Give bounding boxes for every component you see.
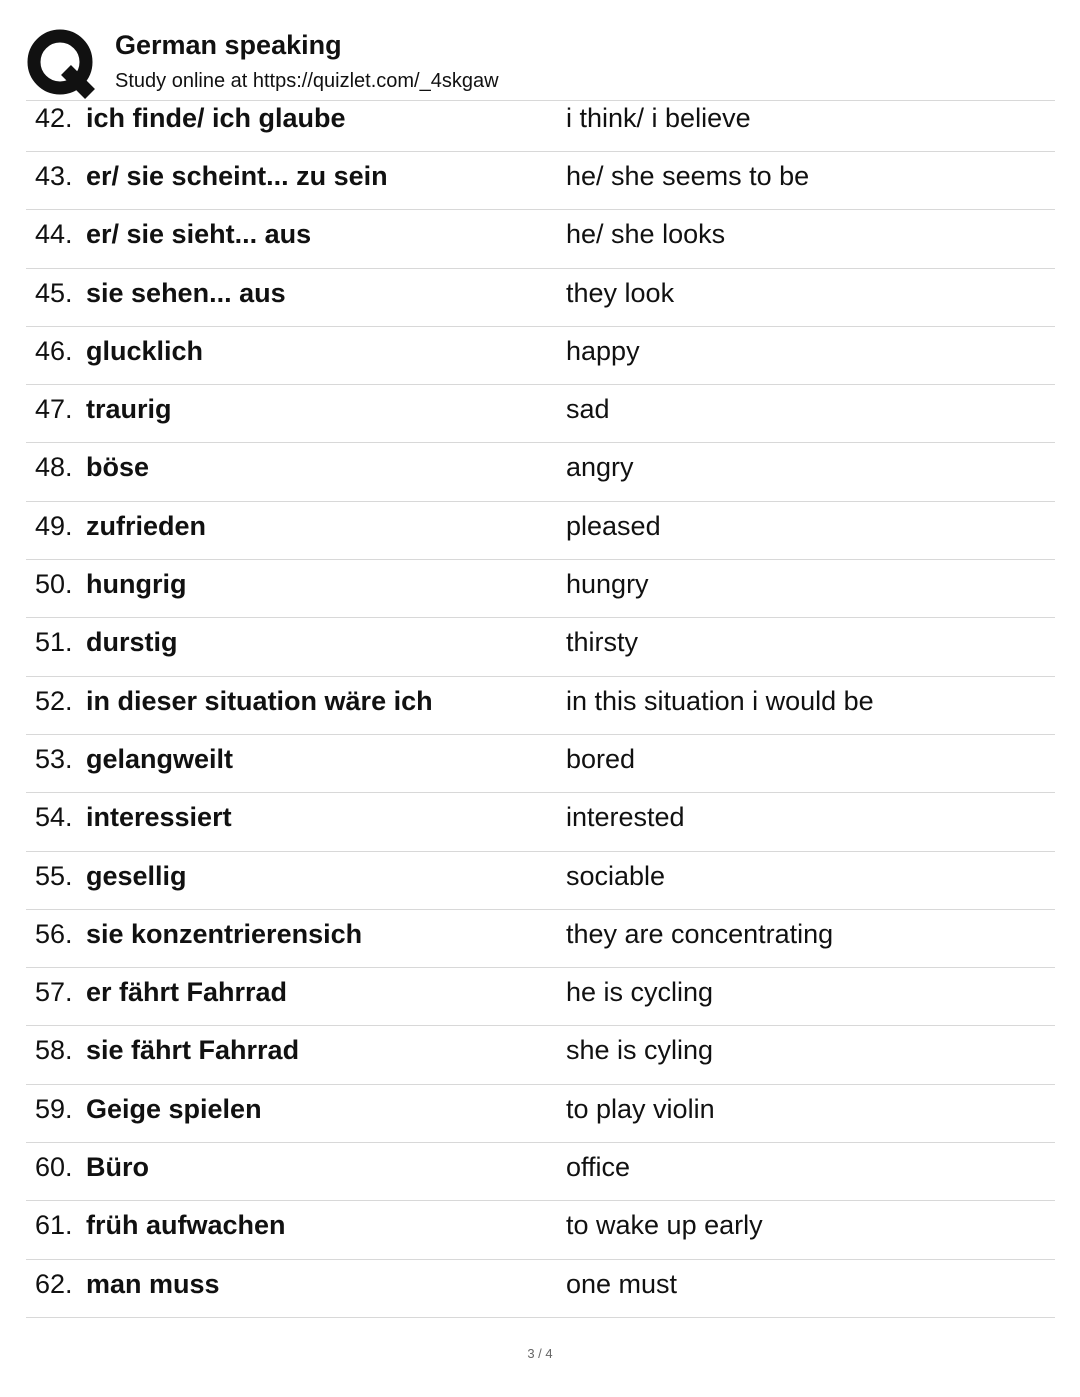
german-term: sie sehen... aus (86, 277, 286, 308)
row-number: 62. (35, 1268, 73, 1299)
row-number: 54. (35, 802, 73, 833)
vocab-row (26, 735, 1055, 793)
german-term: glucklich (86, 335, 204, 366)
vocab-row (26, 910, 1055, 968)
row-number: 45. (35, 277, 73, 308)
german-term: in dieser situation wäre ich (86, 685, 433, 716)
vocab-row (26, 210, 1055, 268)
german-term: ich finde/ ich glaube (86, 103, 346, 133)
vocab-row (26, 968, 1055, 1026)
german-term: man muss (86, 1268, 220, 1299)
row-number: 57. (35, 977, 73, 1008)
english-definition: thirsty (566, 627, 639, 658)
vocab-row (26, 1201, 1055, 1259)
vocab-row (26, 677, 1055, 735)
vocab-row (26, 1260, 1055, 1318)
vocab-row (26, 618, 1055, 676)
english-definition: to play violin (566, 1093, 715, 1124)
vocab-row (26, 852, 1055, 910)
document-header (26, 26, 726, 98)
english-definition: sad (566, 394, 610, 425)
row-number: 53. (35, 743, 73, 774)
vocab-row (26, 502, 1055, 560)
row-number: 51. (35, 627, 73, 658)
german-term: gelangweilt (86, 743, 234, 774)
row-number: 59. (35, 1093, 73, 1124)
english-definition: he is cycling (566, 977, 714, 1008)
study-online-link[interactable]: Study online at https://quizlet.com/_4skgaw (115, 70, 499, 92)
row-number: 55. (35, 860, 73, 891)
german-term: hungrig (86, 569, 187, 600)
vocabulary-list (26, 100, 1055, 1318)
vocab-row (26, 152, 1055, 210)
vocab-row (26, 385, 1055, 443)
german-term: Büro (86, 1152, 149, 1183)
english-definition: angry (566, 452, 634, 483)
row-number: 52. (35, 685, 73, 716)
german-term: gesellig (86, 860, 187, 891)
german-term: Geige spielen (86, 1093, 262, 1124)
english-definition: happy (566, 335, 640, 366)
english-definition: hungry (566, 569, 649, 600)
vocab-row (26, 1143, 1055, 1201)
row-number: 47. (35, 394, 73, 425)
quizlet-q-logo-icon (26, 28, 98, 100)
german-term: traurig (86, 394, 172, 425)
page-indicator: 3 / 4 (527, 1346, 553, 1361)
vocab-row (26, 443, 1055, 501)
english-definition: he/ she looks (566, 219, 726, 250)
german-term: er/ sie sieht... aus (86, 219, 312, 250)
vocab-row (26, 101, 1055, 152)
english-definition: he/ she seems to be (566, 161, 810, 191)
vocab-row (26, 1026, 1055, 1084)
english-definition: pleased (566, 510, 661, 541)
english-definition: one must (566, 1268, 678, 1299)
row-number: 60. (35, 1152, 73, 1183)
row-number: 46. (35, 335, 73, 366)
vocab-row (26, 269, 1055, 327)
english-definition: they are concentrating (566, 918, 834, 949)
german-term: sie konzentrierensich (86, 918, 363, 949)
english-definition: bored (566, 743, 636, 774)
row-number: 58. (35, 1035, 73, 1066)
german-term: er/ sie scheint... zu sein (86, 161, 388, 191)
english-definition: sociable (566, 860, 666, 891)
vocab-row (26, 793, 1055, 851)
english-definition: she is cyling (566, 1035, 714, 1066)
row-number: 61. (35, 1210, 73, 1241)
german-term: früh aufwachen (86, 1210, 286, 1241)
vocab-row (26, 327, 1055, 385)
english-definition: in this situation i would be (566, 685, 874, 716)
german-term: sie fährt Fahrrad (86, 1035, 300, 1066)
row-number: 42. (35, 103, 73, 133)
vocab-row (26, 1085, 1055, 1143)
german-term: durstig (86, 627, 178, 658)
row-number: 44. (35, 219, 73, 250)
english-definition: i think/ i believe (566, 103, 751, 133)
row-number: 50. (35, 569, 73, 600)
row-number: 49. (35, 510, 73, 541)
german-term: interessiert (86, 802, 232, 833)
vocab-row (26, 560, 1055, 618)
english-definition: they look (566, 277, 675, 308)
english-definition: interested (566, 802, 685, 833)
english-definition: to wake up early (566, 1210, 763, 1241)
row-number: 48. (35, 452, 73, 483)
german-term: er fährt Fahrrad (86, 977, 288, 1008)
german-term: zufrieden (86, 510, 207, 541)
document-title: German speaking (115, 30, 342, 60)
german-term: böse (86, 452, 150, 483)
row-number: 56. (35, 918, 73, 949)
english-definition: office (566, 1152, 631, 1183)
row-number: 43. (35, 161, 73, 191)
